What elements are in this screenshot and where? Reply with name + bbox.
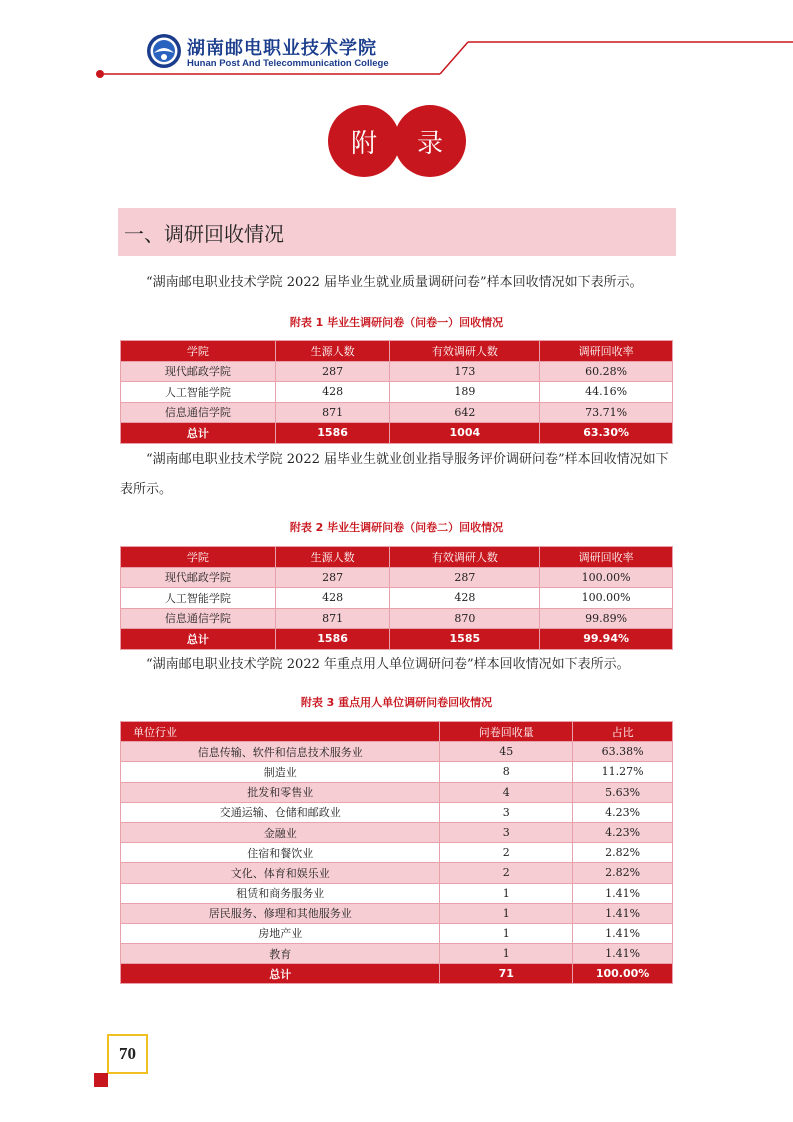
table-cell: 870 (390, 608, 540, 629)
table-row (121, 382, 673, 403)
table-header-row (121, 341, 673, 362)
page-number-decoration (94, 1073, 108, 1087)
table-cell: 73.71% (540, 402, 673, 423)
table-cell: 871 (275, 608, 390, 629)
header-cell: 调研回收率 (540, 341, 673, 362)
table-cell: 99.94% (540, 629, 673, 650)
table-row (121, 802, 673, 822)
table-cell: 60.28% (540, 361, 673, 382)
table-cell: 总计 (121, 423, 276, 444)
page-number: 70 (107, 1034, 148, 1074)
table-row (121, 944, 673, 964)
table-cell: 总计 (121, 629, 276, 650)
header-cell: 学院 (121, 341, 276, 362)
table-cell: 批发和零售业 (121, 782, 440, 802)
table-cell: 4 (440, 782, 573, 802)
table-row (121, 588, 673, 609)
table-cell: 287 (275, 567, 390, 588)
header-cell: 生源人数 (275, 341, 390, 362)
table-1-caption: 附表 1 毕业生调研问卷（问卷一）回收情况 (289, 316, 504, 329)
table-cell: 1.41% (573, 944, 673, 964)
table-cell: 1 (440, 944, 573, 964)
table-2 (120, 546, 673, 650)
paragraph-survey-2: “湖南邮电职业技术学院 2022 届毕业生就业创业指导服务评价调研问卷”样本回收情况如下表所示。 (120, 452, 669, 497)
table-row (121, 567, 673, 588)
table-cell: 63.38% (573, 742, 673, 762)
table-cell: 文化、体育和娱乐业 (121, 863, 440, 883)
header-cell: 生源人数 (275, 547, 390, 568)
table-cell: 3 (440, 802, 573, 822)
table-cell: 金融业 (121, 822, 440, 842)
table-header-row (121, 722, 673, 742)
table-cell: 2.82% (573, 843, 673, 863)
table-row (121, 843, 673, 863)
table-cell: 99.89% (540, 608, 673, 629)
header-cell: 问卷回收量 (440, 722, 573, 742)
table-cell: 173 (390, 361, 540, 382)
table-cell: 4.23% (573, 802, 673, 822)
appendix-heading-char-2: 录 (394, 105, 466, 177)
table-row (121, 923, 673, 943)
college-name-en: Hunan Post And Telecommunication College (187, 58, 389, 69)
table-cell: 3 (440, 822, 573, 842)
table-cell: 428 (275, 588, 390, 609)
table-header-row (121, 547, 673, 568)
table-cell: 信息传输、软件和信息技术服务业 (121, 742, 440, 762)
table-row (121, 762, 673, 782)
table-cell: 2 (440, 863, 573, 883)
table-row (121, 782, 673, 802)
table-cell: 45 (440, 742, 573, 762)
table-3-caption: 附表 3 重点用人单位调研问卷回收情况 (300, 696, 493, 709)
table-cell: 100.00% (573, 964, 673, 984)
table-cell: 2.82% (573, 863, 673, 883)
table-cell: 287 (390, 567, 540, 588)
table-cell: 1.41% (573, 923, 673, 943)
table-cell: 44.16% (540, 382, 673, 403)
table-row (121, 361, 673, 382)
section-heading: 一、调研回收情况 (118, 208, 676, 256)
table-total-row (121, 423, 673, 444)
table-cell: 428 (275, 382, 390, 403)
table-cell: 428 (390, 588, 540, 609)
header-cell: 占比 (573, 722, 673, 742)
table-1 (120, 340, 673, 444)
table-cell: 现代邮政学院 (121, 361, 276, 382)
header-cell: 有效调研人数 (390, 547, 540, 568)
table-cell: 1 (440, 903, 573, 923)
table-cell: 制造业 (121, 762, 440, 782)
table-3 (120, 721, 673, 984)
table-cell: 总计 (121, 964, 440, 984)
table-cell: 100.00% (540, 588, 673, 609)
college-logo-icon (146, 33, 182, 69)
table-cell: 189 (390, 382, 540, 403)
table-row (121, 883, 673, 903)
table-row (121, 742, 673, 762)
table-cell: 287 (275, 361, 390, 382)
table-cell: 5.63% (573, 782, 673, 802)
table-cell: 1586 (275, 423, 390, 444)
table-cell: 63.30% (540, 423, 673, 444)
table-2-caption: 附表 2 毕业生调研问卷（问卷二）回收情况 (289, 521, 504, 534)
table-cell: 71 (440, 964, 573, 984)
table-row (121, 608, 673, 629)
table-cell: 642 (390, 402, 540, 423)
table-cell: 人工智能学院 (121, 588, 276, 609)
table-cell: 居民服务、修理和其他服务业 (121, 903, 440, 923)
table-cell: 1 (440, 883, 573, 903)
header-cell: 单位行业 (121, 722, 440, 742)
header-decoration (0, 0, 793, 90)
table-cell: 1004 (390, 423, 540, 444)
table-cell: 教育 (121, 944, 440, 964)
table-total-row (121, 629, 673, 650)
table-cell: 1.41% (573, 883, 673, 903)
table-cell: 2 (440, 843, 573, 863)
header-cell: 有效调研人数 (390, 341, 540, 362)
table-cell: 1 (440, 923, 573, 943)
table-cell: 11.27% (573, 762, 673, 782)
table-cell: 现代邮政学院 (121, 567, 276, 588)
table-total-row (121, 964, 673, 984)
header-cell: 学院 (121, 547, 276, 568)
table-row (121, 863, 673, 883)
table-cell: 信息通信学院 (121, 402, 276, 423)
table-cell: 1.41% (573, 903, 673, 923)
appendix-heading-char-1: 附 (328, 105, 400, 177)
college-name: 湖南邮电职业技术学院 (187, 38, 377, 59)
table-cell: 信息通信学院 (121, 608, 276, 629)
table-cell: 交通运输、仓储和邮政业 (121, 802, 440, 822)
header-cell: 调研回收率 (540, 547, 673, 568)
table-cell: 8 (440, 762, 573, 782)
paragraph-survey-1: “湖南邮电职业技术学院 2022 届毕业生就业质量调研问卷”样本回收情况如下表所示。 (146, 275, 643, 290)
table-row (121, 903, 673, 923)
paragraph-survey-3: “湖南邮电职业技术学院 2022 年重点用人单位调研问卷”样本回收情况如下表所示。 (146, 657, 630, 672)
table-cell: 100.00% (540, 567, 673, 588)
table-cell: 人工智能学院 (121, 382, 276, 403)
table-row (121, 822, 673, 842)
table-cell: 租赁和商务服务业 (121, 883, 440, 903)
table-cell: 住宿和餐饮业 (121, 843, 440, 863)
table-cell: 房地产业 (121, 923, 440, 943)
table-cell: 1586 (275, 629, 390, 650)
table-cell: 871 (275, 402, 390, 423)
table-cell: 4.23% (573, 822, 673, 842)
table-cell: 1585 (390, 629, 540, 650)
table-row (121, 402, 673, 423)
